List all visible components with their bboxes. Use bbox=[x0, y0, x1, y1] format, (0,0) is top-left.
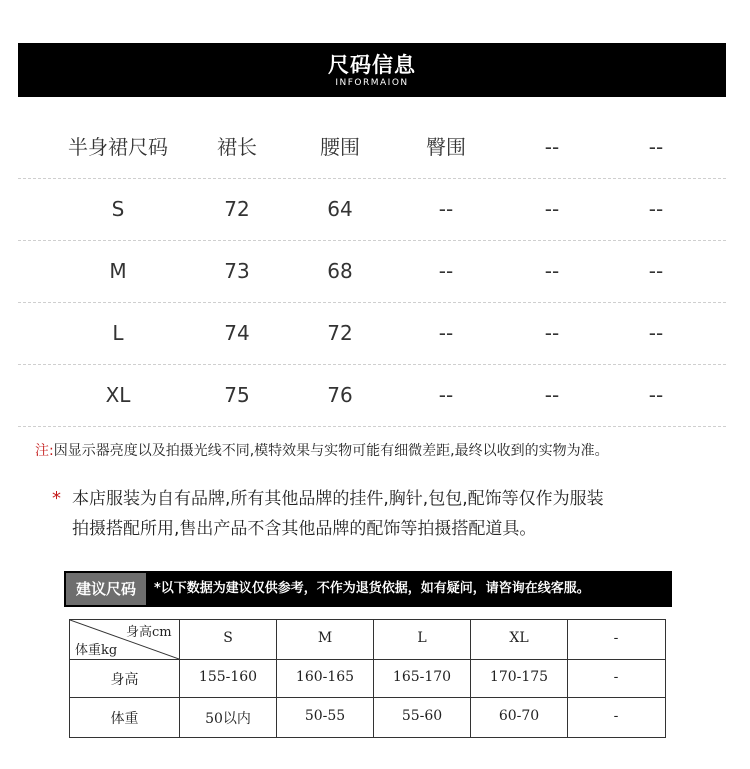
table-cell: -- bbox=[648, 259, 664, 283]
table-cell: L bbox=[112, 321, 124, 345]
table-cell: -- bbox=[438, 383, 454, 407]
table-cell: 155-160 bbox=[198, 669, 258, 685]
table-cell: -- bbox=[438, 197, 454, 221]
column-header: S bbox=[223, 630, 233, 646]
recommend-size-tag: 建议尺码 bbox=[66, 573, 146, 605]
column-header: - bbox=[613, 630, 619, 646]
table-cell: M bbox=[109, 259, 127, 283]
header-cell: 裙长 bbox=[217, 135, 257, 159]
banner-subtitle: INFORMAION bbox=[335, 78, 409, 88]
table-row bbox=[18, 179, 726, 241]
recommend-size-note: *以下数据为建议仅供参考，不作为退货依据，如有疑问，请咨询在线客服。 bbox=[154, 581, 590, 596]
table-row bbox=[18, 365, 726, 427]
header-cell: 腰围 bbox=[320, 135, 360, 159]
grid-divider bbox=[70, 659, 665, 660]
header-cell: -- bbox=[648, 135, 664, 159]
table-cell: -- bbox=[438, 321, 454, 345]
column-header: XL bbox=[509, 630, 529, 646]
notice-line-1: 本店服装为自有品牌,所有其他品牌的挂件,胸针,包包,配饰等仅作为服装 bbox=[72, 489, 604, 509]
size-table-header-row bbox=[18, 117, 726, 179]
table-row bbox=[18, 303, 726, 365]
header-cell: 半身裙尺码 bbox=[68, 135, 168, 159]
corner-height-label: 身高cm bbox=[126, 625, 172, 640]
banner-title: 尺码信息 bbox=[328, 53, 416, 77]
table-row bbox=[18, 241, 726, 303]
table-cell: 50以内 bbox=[205, 711, 251, 727]
table-cell: 170-175 bbox=[489, 669, 549, 685]
table-cell: -- bbox=[544, 197, 560, 221]
recommend-size-bar bbox=[64, 571, 672, 607]
table-cell: 76 bbox=[327, 383, 353, 407]
table-cell: 73 bbox=[224, 259, 250, 283]
table-cell: 64 bbox=[327, 197, 353, 221]
skirt-size-table bbox=[18, 117, 726, 427]
table-cell: -- bbox=[544, 321, 560, 345]
column-header: M bbox=[317, 630, 333, 646]
table-cell: 160-165 bbox=[295, 669, 355, 685]
table-cell: -- bbox=[648, 197, 664, 221]
table-cell: S bbox=[111, 197, 125, 221]
table-cell: 72 bbox=[327, 321, 353, 345]
recommend-size-table bbox=[69, 619, 666, 738]
display-disclaimer bbox=[35, 440, 609, 460]
table-cell: 72 bbox=[224, 197, 250, 221]
table-cell: 75 bbox=[224, 383, 250, 407]
size-info-banner bbox=[18, 43, 726, 97]
table-cell: XL bbox=[105, 383, 131, 407]
table-cell: - bbox=[613, 669, 619, 685]
table-cell: 55-60 bbox=[401, 708, 443, 724]
table-cell: 74 bbox=[224, 321, 250, 345]
corner-weight-label: 体重kg bbox=[75, 643, 118, 658]
table-cell: 50-55 bbox=[304, 708, 346, 724]
row-label-weight: 体重 bbox=[110, 711, 139, 727]
asterisk-icon: * bbox=[52, 488, 61, 509]
table-cell: -- bbox=[648, 321, 664, 345]
header-cell: -- bbox=[544, 135, 560, 159]
grid-divider bbox=[70, 697, 665, 698]
table-cell: -- bbox=[648, 383, 664, 407]
table-cell: 68 bbox=[327, 259, 353, 283]
note-prefix: 注: bbox=[35, 443, 54, 459]
table-cell: - bbox=[613, 708, 619, 724]
table-cell: 165-170 bbox=[392, 669, 452, 685]
table-cell: -- bbox=[438, 259, 454, 283]
note-text: 因显示器亮度以及拍摄光线不同,模特效果与实物可能有细微差距,最终以收到的实物为准。 bbox=[53, 443, 609, 459]
header-cell: 臀围 bbox=[426, 135, 466, 159]
table-cell: 60-70 bbox=[498, 708, 540, 724]
table-cell: -- bbox=[544, 259, 560, 283]
table-cell: -- bbox=[544, 383, 560, 407]
column-header: L bbox=[417, 630, 427, 646]
notice-line-2: 拍摄搭配所用,售出产品不含其他品牌的配饰等拍摄搭配道具。 bbox=[72, 519, 537, 539]
row-label-height: 身高 bbox=[110, 672, 139, 688]
